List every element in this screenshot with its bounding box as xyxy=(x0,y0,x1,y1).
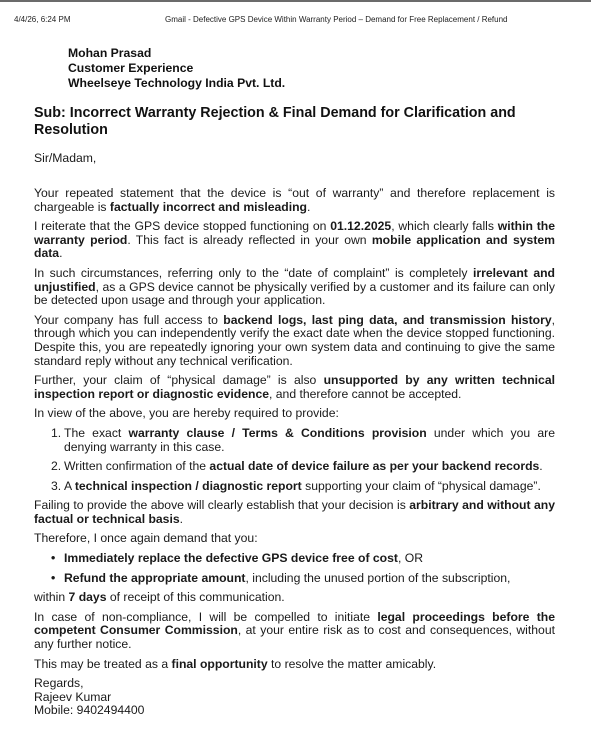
text: Your repeated statement that the device is “out of warranty” and therefore replacement is chargeable is xyxy=(34,186,555,214)
paragraph-backend-access xyxy=(34,314,555,368)
emphasis: irrelevant and unjustified xyxy=(34,265,555,294)
recipient-name: Mohan Prasad xyxy=(68,46,152,60)
text: This may be treated as a xyxy=(34,656,172,671)
text: , at your entire risk as to cost and consequences, without any further notice. xyxy=(34,623,555,652)
list-item xyxy=(51,478,555,494)
text: In case of non-compliance, I will be compelled to initiate xyxy=(34,609,378,624)
paragraph-demand-intro: Therefore, I once again demand that you: xyxy=(34,531,258,546)
paragraph-date-of-complaint xyxy=(34,267,555,308)
paragraph-warranty-statement xyxy=(34,187,555,214)
list-item xyxy=(51,570,555,586)
emphasis: legal proceedings before the competent Consumer Commission xyxy=(34,609,555,638)
paragraph-deadline xyxy=(34,591,555,605)
emphasis: technical inspection / diagnostic report xyxy=(74,478,302,493)
text: within xyxy=(34,590,69,605)
failure-date: 01.12.2025 xyxy=(330,219,392,234)
closing: Regards, xyxy=(34,676,84,691)
deadline: 7 days xyxy=(68,590,107,605)
text: , through which you can independently verify the exact date when the device stopped functioning. Despite this, you are repeatedly ignoring your own system data and continuing to give the same standard reply without any technical verification. xyxy=(34,312,555,368)
text: A xyxy=(64,478,75,493)
signature-block xyxy=(34,677,555,718)
text: In such circumstances, referring only to the “date of complaint” is completely xyxy=(34,265,473,280)
text: . This fact is already reflected in your own xyxy=(127,232,372,247)
emphasis: arbitrary and without any factual or technical basis xyxy=(34,498,555,526)
emphasis: factually incorrect and misleading xyxy=(109,199,307,214)
paragraph-final-opportunity xyxy=(34,658,555,672)
text: Your company has full access to xyxy=(34,312,224,327)
paragraph-legal-notice xyxy=(34,611,555,652)
demands-list xyxy=(34,552,555,585)
text: of receipt of this communication. xyxy=(106,590,285,605)
paragraph-failure-date xyxy=(34,220,555,261)
text: Further, your claim of “physical damage” is also xyxy=(34,373,324,388)
emphasis: within the warranty period xyxy=(34,219,556,247)
text: I reiterate that the GPS device stopped functioning on xyxy=(34,219,331,234)
list-item xyxy=(51,459,555,474)
text: , as a GPS device cannot be physically verified by a customer and its failure can only be detected upon usage and through your application. xyxy=(34,279,555,308)
bullet-icon: • xyxy=(51,570,56,585)
paragraph-consequence xyxy=(34,499,555,526)
letter-body xyxy=(34,187,555,718)
list-item xyxy=(51,551,555,566)
list-number: 2. xyxy=(51,459,62,474)
emphasis: backend logs, last ping data, and transmission history xyxy=(223,312,552,327)
text: , including the unused portion of the subscription, xyxy=(245,570,511,585)
emphasis: final opportunity xyxy=(171,656,268,671)
sender-name: Rajeev Kumar xyxy=(34,689,112,704)
recipient-block xyxy=(68,46,285,91)
subject-line: Sub: Incorrect Warranty Rejection & Final Demand for Clarification and Resolution xyxy=(34,105,516,138)
text: Written confirmation of the xyxy=(64,459,210,474)
paragraph-physical-damage xyxy=(34,374,555,401)
text: . xyxy=(179,511,184,526)
text: The exact xyxy=(64,425,129,440)
text: . xyxy=(59,246,63,261)
requirements-list xyxy=(34,427,555,493)
sender-mobile: Mobile: 9402494400 xyxy=(34,703,145,718)
list-number: 1. xyxy=(51,425,62,440)
top-divider xyxy=(0,0,591,2)
emphasis: Immediately replace the defective GPS device free of cost xyxy=(64,551,398,566)
text: supporting your claim of “physical damage”. xyxy=(301,478,541,493)
emphasis: unsupported by any written technical inspection report or diagnostic evidence xyxy=(34,373,555,401)
list-number: 3. xyxy=(51,478,62,493)
recipient-company: Wheelseye Technology India Pvt. Ltd. xyxy=(68,76,286,90)
salutation: Sir/Madam, xyxy=(34,151,97,165)
paragraph-requirements-intro: In view of the above, you are hereby required to provide: xyxy=(34,406,339,421)
text: . xyxy=(306,199,311,214)
bullet-icon: • xyxy=(51,551,56,566)
recipient-department: Customer Experience xyxy=(68,61,194,75)
emphasis: warranty clause / Terms & Conditions provision xyxy=(128,425,427,440)
text: , OR xyxy=(397,551,424,566)
text: under which you are denying warranty in this case. xyxy=(64,425,556,454)
text: . xyxy=(539,459,543,474)
emphasis: actual date of device failure as per your backend records xyxy=(209,459,540,474)
text: , and therefore cannot be accepted. xyxy=(269,386,462,401)
text: to resolve the matter amicably. xyxy=(267,656,437,671)
text: , which clearly falls xyxy=(391,219,498,234)
list-item xyxy=(51,425,556,454)
print-title: Gmail - Defective GPS Device Within Warranty Period – Demand for Free Replacement / Refund xyxy=(165,15,508,24)
emphasis: Refund the appropriate amount xyxy=(64,570,246,585)
emphasis: mobile application and system data xyxy=(34,232,555,261)
print-datetime: 4/4/26, 6:24 PM xyxy=(14,15,71,24)
text: Failing to provide the above will clearly establish that your decision is xyxy=(34,498,410,513)
